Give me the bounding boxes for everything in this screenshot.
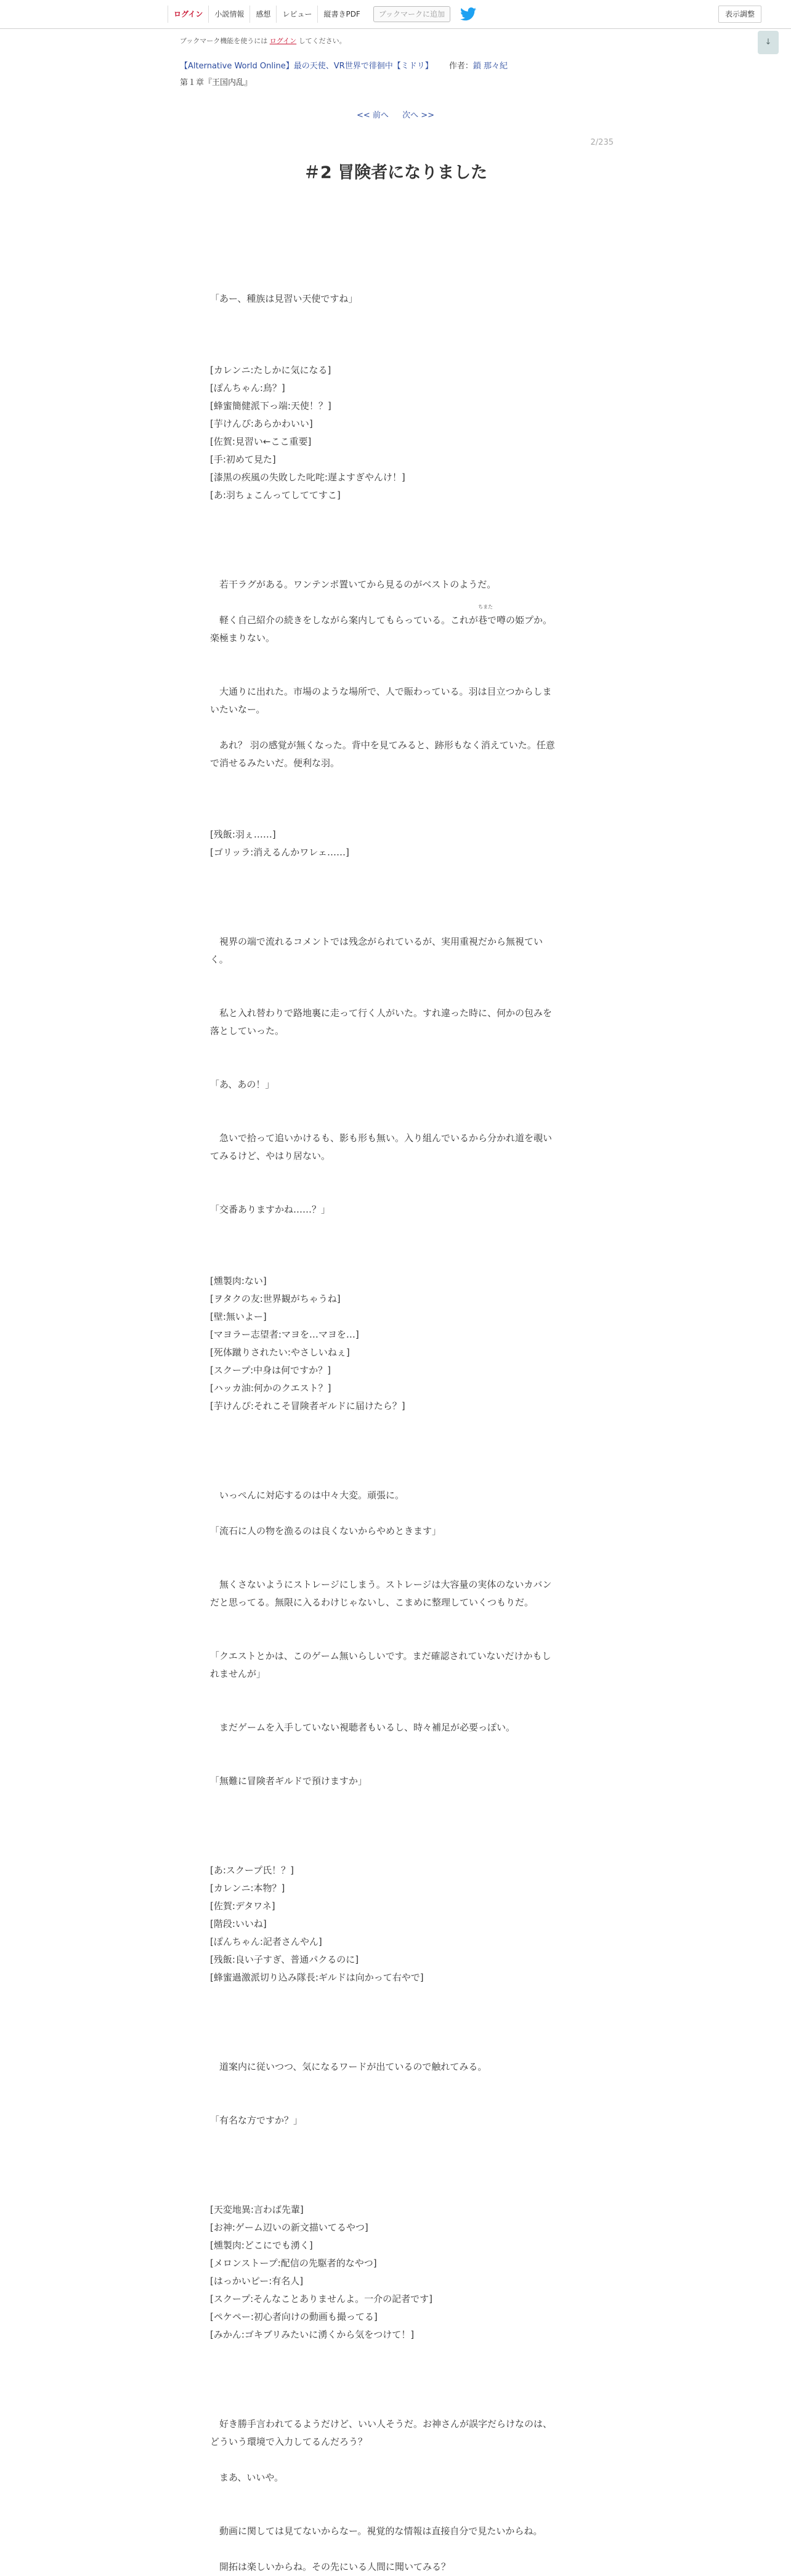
ruby-reading: ちまた bbox=[478, 604, 493, 610]
blank-line bbox=[210, 772, 580, 790]
body-line: [ヲタクの友:世界観がちゃうね] bbox=[210, 1293, 341, 1304]
body-line: 私と入れ替わりで路地裏に走って行く人がいた。すれ違った時に、何かの包みを bbox=[210, 1007, 553, 1019]
impressions-link[interactable]: 感想 bbox=[249, 6, 276, 23]
blank-line bbox=[210, 808, 580, 826]
blank-line bbox=[210, 2022, 580, 2040]
blank-line bbox=[210, 987, 580, 1004]
body-line: [メロンストープ:配信の先駆者的なやつ] bbox=[210, 2258, 377, 2269]
body-line: [漆黒の疾風の失敗した叱咤:遅よすぎやんけ！] bbox=[210, 472, 405, 483]
body-line: [蜂蜜簡健派下っ端:天使！？] bbox=[210, 400, 331, 411]
novel-info-link[interactable]: 小説情報 bbox=[208, 6, 249, 23]
next-episode-link[interactable]: 次へ >> bbox=[402, 111, 434, 120]
blank-line bbox=[210, 2451, 580, 2469]
author-link[interactable]: 鎖 那々紀 bbox=[473, 62, 508, 71]
blank-line bbox=[210, 2130, 580, 2147]
blank-line bbox=[210, 1112, 580, 1129]
body-line: [死体蹴りされたい:やさしいねぇ] bbox=[210, 1347, 350, 1358]
body-line: 無くさないようにストレージにしまう。ストレージは大容量の実体のないカバン bbox=[210, 1579, 552, 1590]
blank-line bbox=[210, 2362, 580, 2380]
blank-line bbox=[210, 2505, 580, 2522]
blank-line bbox=[210, 1165, 580, 1183]
body-line: [カレンニ:たしかに気になる] bbox=[210, 365, 331, 376]
body-line: いっぺんに対応するのは中々大変。頑張に。 bbox=[210, 1490, 405, 1501]
body-line: 「あ、あの！」 bbox=[210, 1079, 275, 1090]
body-line: [お神:ゲーム辺いの新文描いてるやつ] bbox=[210, 2222, 368, 2233]
episode-title: ＃2 冒険者になりました bbox=[303, 163, 488, 182]
bookmark-login-link[interactable]: ログイン bbox=[269, 37, 297, 45]
blank-line bbox=[210, 1629, 580, 1647]
body-line: [あ:スクープ氏！？] bbox=[210, 1865, 294, 1876]
review-link[interactable]: レビュー bbox=[276, 6, 317, 23]
blank-line bbox=[210, 308, 580, 326]
body-line: 動画に関しては見てないからなー。視覚的な情報は直接自分で見たいからね。 bbox=[210, 2526, 543, 2537]
body-line: 急いで拾って追いかけるも、影も形も無い。入り組んでいるから分かれ道を覗い bbox=[210, 1133, 553, 1144]
blank-line bbox=[210, 665, 580, 683]
body-line: [燻製肉:ない] bbox=[210, 1275, 267, 1286]
body-line: だと思ってる。無限に入るわけじゃないし、こまめに整理していくつもりだ。 bbox=[210, 1597, 534, 1608]
blank-line bbox=[210, 1094, 580, 1112]
blank-line bbox=[210, 2040, 580, 2058]
body-line: [残飯:羽ぇ……] bbox=[210, 829, 276, 840]
body-line: まあ、いいや。 bbox=[210, 2472, 284, 2483]
body-line: [蜂蜜過激派切り込み隊長:ギルドは向かって右やで] bbox=[210, 1972, 424, 1983]
bookmark-notice bbox=[180, 36, 611, 46]
bookmark-notice-text: ブックマーク機能を使うには bbox=[180, 37, 268, 45]
body-line: 「交番ありますかね……？」 bbox=[210, 1204, 331, 1215]
blank-line bbox=[210, 2076, 580, 2094]
blank-line bbox=[210, 344, 580, 361]
blank-line bbox=[210, 1701, 580, 1719]
body-line: [階段:いいね] bbox=[210, 1918, 267, 1929]
body-line: 楽極まりない。 bbox=[210, 632, 275, 644]
body-line: れませんが」 bbox=[210, 1668, 266, 1679]
series-line bbox=[180, 59, 611, 71]
blank-line bbox=[210, 915, 580, 933]
body-line: 軽く自己紹介の続きをしながら案内してもらっている。これが ちまた 巷で噂の姫プか。 bbox=[210, 612, 580, 629]
body-line: 道案内に従いつつ、気になるワードが出ているので触れてみる。 bbox=[210, 2061, 487, 2072]
page-number: 2/235 bbox=[590, 138, 614, 147]
body-line: 「流石に人の物を漁るのは良くないからやめときます」 bbox=[210, 1525, 442, 1536]
blank-line bbox=[210, 862, 580, 879]
body-line: 「クエストとかは、このゲーム無いらしいです。まだ確認されていないだけかもし bbox=[210, 1650, 551, 1661]
series-title-link[interactable]: 【Alternative World Online】最の天使、VR世界で徘徊中【ミドリ】 bbox=[180, 62, 433, 71]
body-line: [スクープ:そんなことありませんよ。一介の記者です] bbox=[210, 2293, 433, 2304]
body-line: 大通りに出れた。市場のような場所で、人で賑わっている。羽は目立つからしま bbox=[210, 686, 552, 697]
body-line: どういう環境で入力してるんだろう？ bbox=[210, 2436, 368, 2447]
blank-line bbox=[210, 558, 580, 576]
body-line: [カレンニ:本物？] bbox=[210, 1883, 285, 1894]
body-line: てみるけど、やはり居ない。 bbox=[210, 1150, 331, 1161]
blank-line bbox=[210, 1790, 580, 1808]
twitter-icon[interactable] bbox=[460, 7, 476, 21]
display-settings-button[interactable]: 表示調整 bbox=[718, 6, 761, 23]
body-line: 「有名な方ですか？」 bbox=[210, 2115, 303, 2126]
blank-line bbox=[210, 1415, 580, 1433]
novel-body bbox=[210, 236, 580, 2576]
blank-line bbox=[210, 1183, 580, 1201]
bookmark-notice-suffix: してください。 bbox=[298, 37, 346, 45]
body-line: [天変地異:言わば先輩] bbox=[210, 2204, 304, 2215]
body-line: 「あー、種族は見習い天使ですね」 bbox=[210, 293, 358, 304]
body-line: 開拓は楽しいからね。その先にいる人間に聞いてみる？ bbox=[210, 2561, 451, 2572]
blank-line bbox=[210, 540, 580, 558]
blank-line bbox=[210, 504, 580, 522]
novel-nav bbox=[168, 5, 476, 23]
blank-line bbox=[210, 236, 580, 254]
body-line: [ぽんちゃん:記者さんやん] bbox=[210, 1936, 322, 1947]
body-line: [ペケペー:初心者向けの動画も撮ってる] bbox=[210, 2311, 378, 2322]
add-bookmark-button[interactable]: ブックマークに追加 bbox=[373, 6, 450, 22]
body-line: 落としていった。 bbox=[210, 1025, 285, 1036]
body-line: 視界の端で流れるコメントでは残念がられているが、実用重視だから無視てい bbox=[210, 936, 543, 947]
body-line: で消せるみたいだ。便利な羽。 bbox=[210, 757, 340, 769]
body-line: [スクープ:中身は何ですか？] bbox=[210, 1365, 331, 1376]
blank-line bbox=[210, 1451, 580, 1469]
blank-line bbox=[210, 1987, 580, 2005]
blank-line bbox=[210, 1612, 580, 1629]
blank-line bbox=[210, 2397, 580, 2415]
blank-line bbox=[210, 897, 580, 915]
ruby-word: ちまた 巷 bbox=[478, 604, 493, 626]
body-line: あれ？ 羽の感覚が無くなった。背中を見てみると、跡形もなく消えていた。任意 bbox=[210, 740, 555, 751]
blank-line bbox=[210, 1540, 580, 1558]
body-line: [芋けんぴ:あらかわいい] bbox=[210, 418, 313, 429]
blank-line bbox=[210, 2183, 580, 2201]
blank-line bbox=[210, 1558, 580, 1576]
blank-line bbox=[210, 647, 580, 665]
blank-line bbox=[210, 2094, 580, 2112]
body-line: [ゴリッラ:消えるんかワレェ……] bbox=[210, 847, 349, 858]
body-line: [佐賀:デタワネ] bbox=[210, 1900, 275, 1912]
blank-line bbox=[210, 1808, 580, 1826]
blank-line bbox=[210, 272, 580, 290]
blank-line bbox=[210, 254, 580, 272]
blank-line bbox=[210, 1469, 580, 1487]
body-line: [マヨラー志望者:マヨを…マヨを…] bbox=[210, 1329, 359, 1340]
author-label: 作者： bbox=[448, 62, 473, 71]
body-line: いたいなー。 bbox=[210, 704, 266, 715]
body-line: [ハッカ油:何かのクエスト？] bbox=[210, 1383, 331, 1394]
body-line: [芋けんぴ:それこそ冒険者ギルドに届けたら？] bbox=[210, 1400, 405, 1411]
blank-line bbox=[210, 2540, 580, 2558]
blank-line bbox=[210, 1754, 580, 1772]
blank-line bbox=[210, 1237, 580, 1254]
body-line: [手:初めて見た] bbox=[210, 454, 276, 465]
blank-line bbox=[210, 2005, 580, 2022]
body-line: [残飯:良い子すぎ、普通パクるのに] bbox=[210, 1954, 359, 1965]
blank-line bbox=[210, 1433, 580, 1451]
blank-line bbox=[210, 2147, 580, 2165]
body-line: [ぽんちゃん:鳥？] bbox=[210, 382, 285, 394]
episode-pager bbox=[0, 108, 791, 120]
prev-episode-link[interactable]: << 前へ bbox=[357, 111, 389, 120]
body-line: [みかん:ゴキブリみたいに湧くから気をつけて！] bbox=[210, 2329, 415, 2340]
blank-line bbox=[210, 1844, 580, 1862]
body-line: 好き勝手言われてるようだけど、いい人そうだ。お神さんが誤字だらけなのは、 bbox=[210, 2418, 553, 2429]
blank-line bbox=[210, 2487, 580, 2505]
body-line: 「無難に冒険者ギルドで預けますか」 bbox=[210, 1775, 367, 1787]
blank-line bbox=[210, 522, 580, 540]
blank-line bbox=[210, 1826, 580, 1844]
blank-line bbox=[210, 1683, 580, 1701]
login-link[interactable]: ログイン bbox=[168, 6, 208, 23]
blank-line bbox=[210, 1040, 580, 1058]
blank-line bbox=[210, 719, 580, 737]
body-line: [佐賀:見習い←ここ重要] bbox=[210, 436, 312, 447]
blank-line bbox=[210, 1058, 580, 1076]
blank-line bbox=[210, 2344, 580, 2362]
body-line: 若干ラグがある。ワンテンポ置いてから見るのがベストのようだ。 bbox=[210, 579, 497, 590]
body-line: [壁:無いよー] bbox=[210, 1311, 267, 1322]
arrow-down-icon[interactable]: ↓ bbox=[758, 31, 779, 54]
blank-line bbox=[210, 790, 580, 808]
blank-line bbox=[210, 1504, 580, 1522]
blank-line bbox=[210, 2380, 580, 2397]
top-navigation-bar bbox=[0, 0, 791, 29]
body-line: [はっかいピー:有名人] bbox=[210, 2275, 304, 2287]
blank-line bbox=[210, 879, 580, 897]
vertical-pdf-link[interactable]: 縦書きPDF bbox=[317, 6, 365, 23]
body-line: まだゲームを入手していない視聴者もいるし、時々補足が必要っぽい。 bbox=[210, 1722, 516, 1733]
body-line: [あ:羽ちょこんってしててすこ] bbox=[210, 490, 341, 501]
blank-line bbox=[210, 1254, 580, 1272]
chapter-title: 第１章『王国内乱』 bbox=[180, 78, 253, 87]
blank-line bbox=[210, 1219, 580, 1237]
body-line: く。 bbox=[210, 954, 229, 965]
body-line: [燻製肉:どこにでも湧く] bbox=[210, 2240, 313, 2251]
blank-line bbox=[210, 594, 580, 612]
blank-line bbox=[210, 326, 580, 344]
blank-line bbox=[210, 969, 580, 987]
blank-line bbox=[210, 1737, 580, 1754]
blank-line bbox=[210, 2165, 580, 2183]
novel-header bbox=[180, 36, 611, 87]
